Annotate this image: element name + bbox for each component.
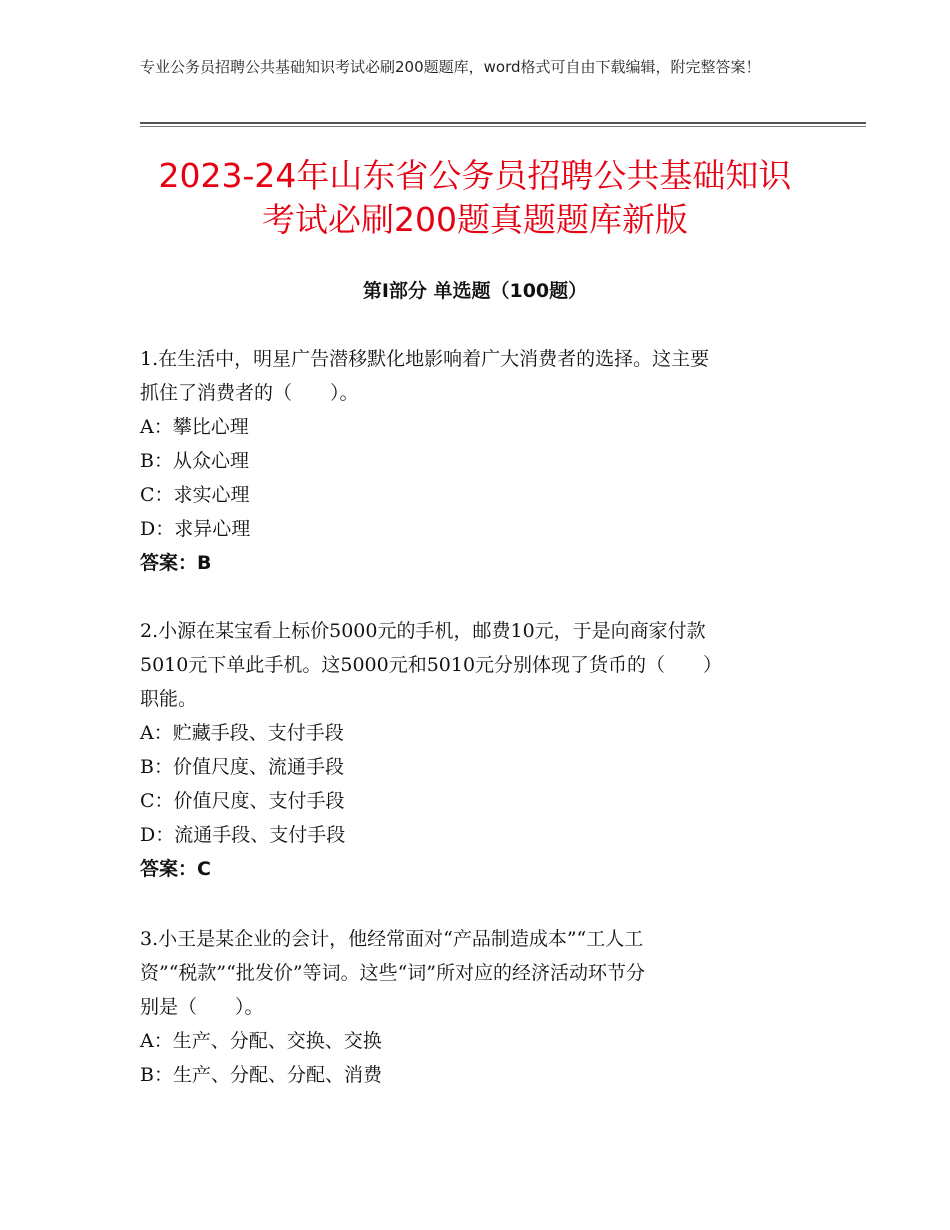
question-stem-line: 职能。 <box>140 688 198 710</box>
question-stem-line: 2.小源在某宝看上标价5000元的手机，邮费10元，于是向商家付款 <box>140 620 706 642</box>
question-stem-line: 5010元下单此手机。这5000元和5010元分别体现了货币的（ ） <box>140 654 723 676</box>
question-stem-line: 资”“税款”“批发价”等词。这些“词”所对应的经济活动环节分 <box>140 962 645 984</box>
question-stem-line: 抓住了消费者的（ ）。 <box>140 382 359 404</box>
question-stem-line: 别是（ ）。 <box>140 996 264 1018</box>
question-stem-line: 3.小王是某企业的会计，他经常面对“产品制造成本”“工人工 <box>140 928 644 950</box>
option-b: B：生产、分配、分配、消费 <box>140 1064 382 1086</box>
section-title: 第Ⅰ部分 单选题（100题） <box>362 280 588 302</box>
option-d: D：流通手段、支付手段 <box>140 824 346 846</box>
option-a: A：贮藏手段、支付手段 <box>140 722 344 744</box>
header-rule-thin <box>140 126 866 127</box>
question-1 <box>140 342 820 580</box>
question-3 <box>140 922 820 1092</box>
option-a: A：攀比心理 <box>140 416 249 438</box>
option-b: B：从众心理 <box>140 450 249 472</box>
answer: 答案：C <box>140 858 211 880</box>
option-a: A：生产、分配、交换、交换 <box>140 1030 382 1052</box>
answer: 答案：B <box>140 552 212 574</box>
option-c: C：求实心理 <box>140 484 250 506</box>
option-c: C：价值尺度、支付手段 <box>140 790 345 812</box>
header-note: 专业公务员招聘公共基础知识考试必刷200题题库，word格式可自由下载编辑，附完整答案！ <box>140 58 761 76</box>
option-b: B：价值尺度、流通手段 <box>140 756 344 778</box>
document-title <box>100 154 850 242</box>
header-rule-thick <box>140 122 866 124</box>
question-2 <box>140 614 820 886</box>
document-title-line-2: 考试必刷200题真题题库新版 <box>262 200 688 239</box>
option-d: D：求异心理 <box>140 518 251 540</box>
document-title-line-1: 2023-24年山东省公务员招聘公共基础知识 <box>158 156 792 195</box>
question-stem-line: 1.在生活中，明星广告潜移默化地影响着广大消费者的选择。这主要 <box>140 348 710 370</box>
